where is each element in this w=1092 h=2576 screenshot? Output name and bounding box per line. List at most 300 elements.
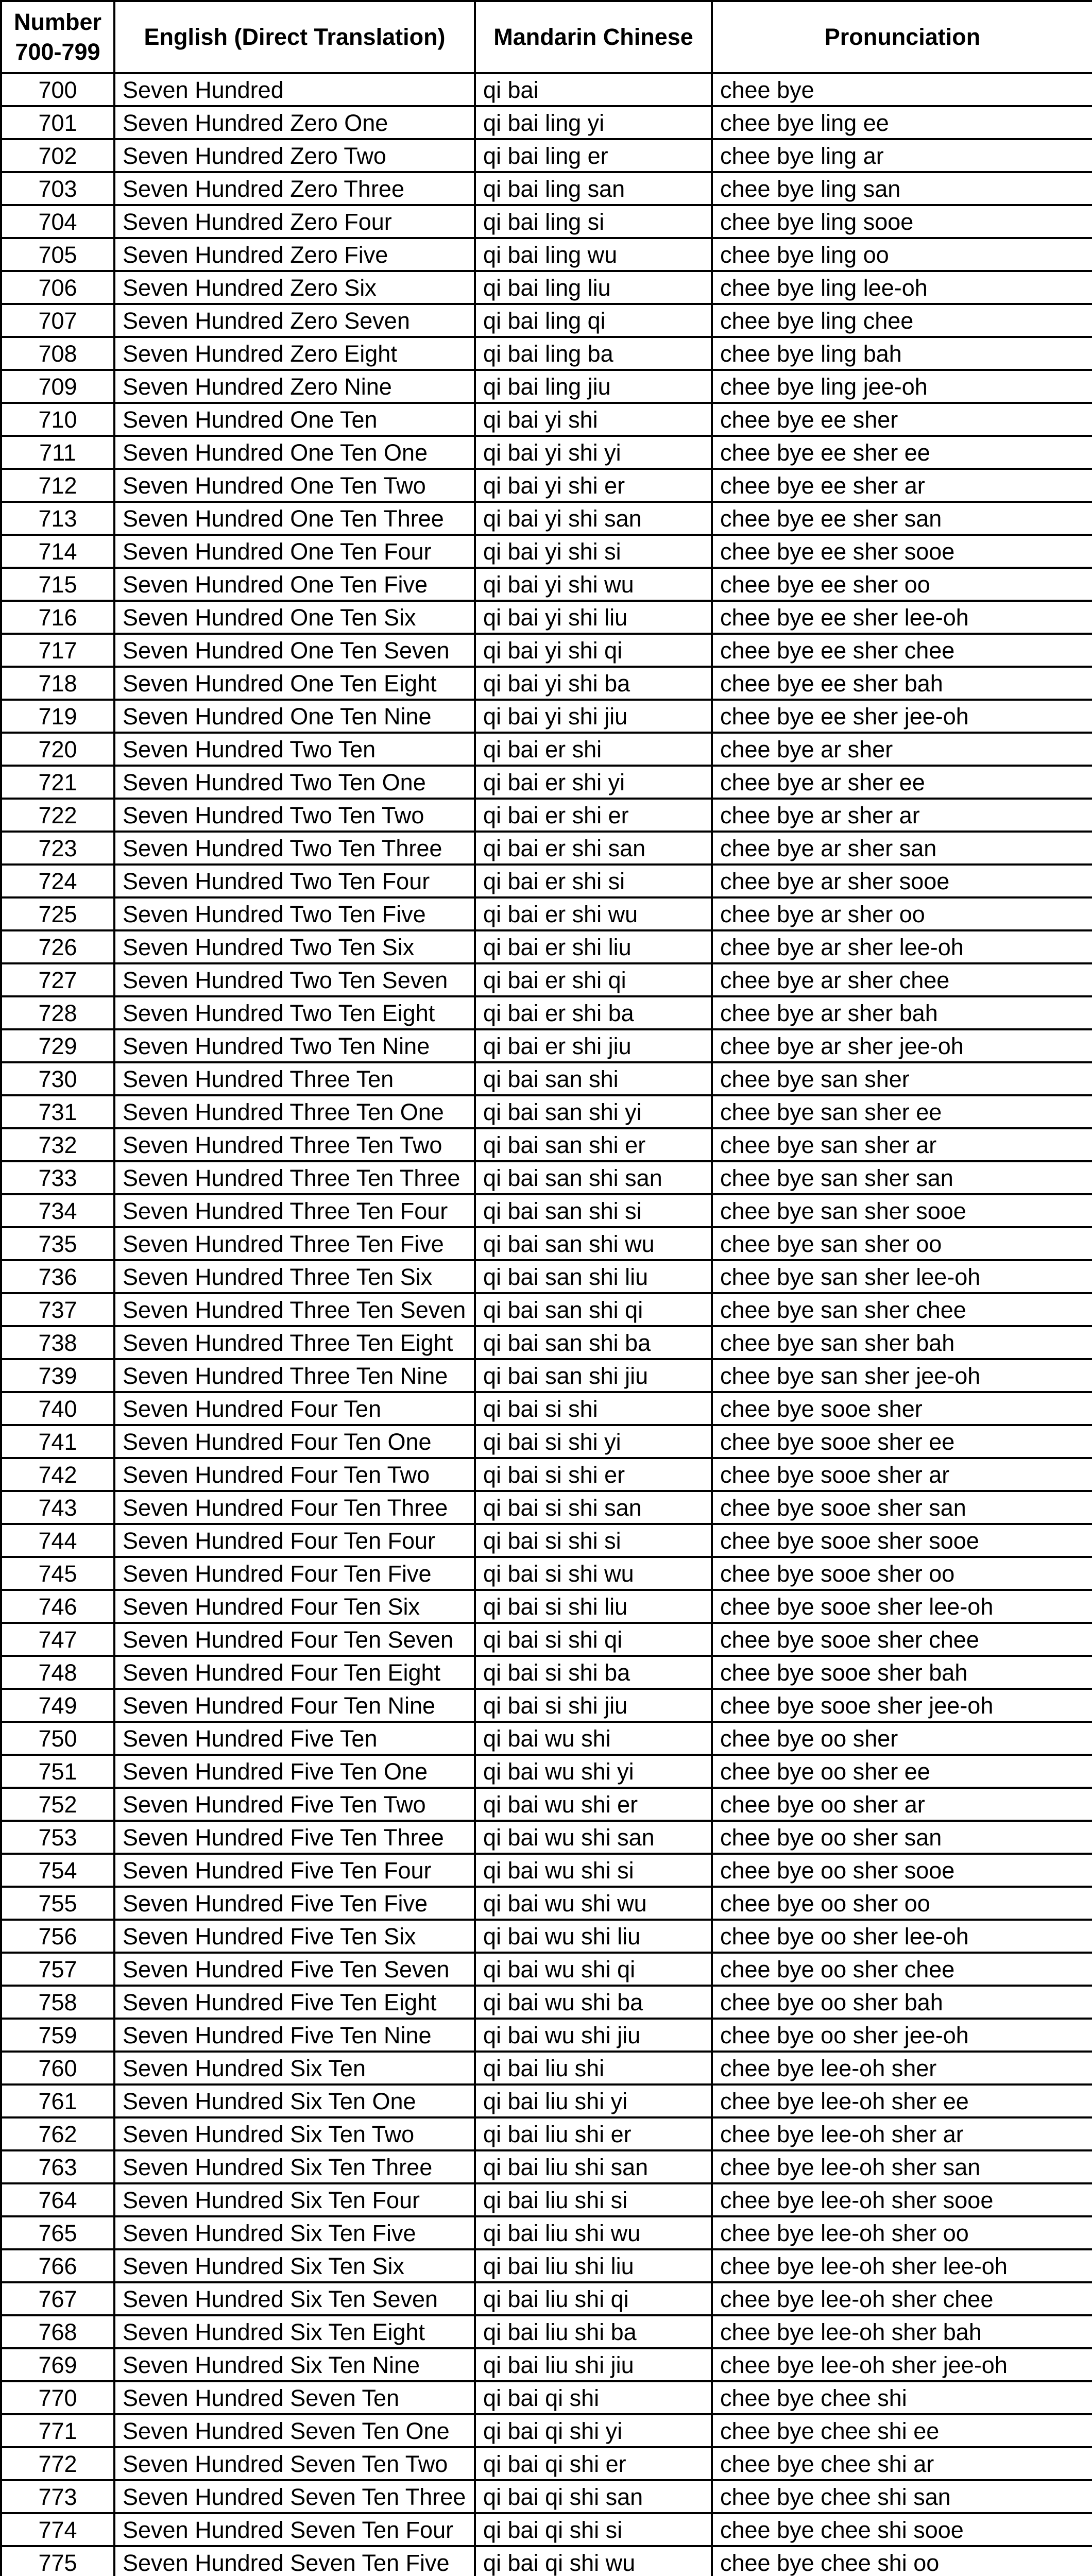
mandarin-cell: qi bai san shi san (475, 1161, 712, 1194)
english-cell: Seven Hundred Seven Ten One (114, 2414, 475, 2447)
mandarin-cell: qi bai si shi san (475, 1491, 712, 1524)
table-row (1, 1524, 1092, 1557)
number-cell: 741 (1, 1425, 114, 1458)
pronunciation-cell: chee bye oo sher lee-oh (712, 1920, 1092, 1953)
english-cell: Seven Hundred Zero Four (114, 205, 475, 238)
english-cell: Seven Hundred Six Ten Four (114, 2183, 475, 2216)
pronunciation-cell: chee bye lee-oh sher bah (712, 2315, 1092, 2348)
number-cell: 700 (1, 73, 114, 106)
table-row (1, 172, 1092, 205)
pronunciation-cell: chee bye ar sher (712, 733, 1092, 766)
number-cell: 775 (1, 2546, 114, 2576)
pronunciation-cell: chee bye ling jee-oh (712, 370, 1092, 403)
table-row (1, 1260, 1092, 1293)
table-row (1, 601, 1092, 634)
english-cell: Seven Hundred Five Ten Six (114, 1920, 475, 1953)
table-row (1, 1293, 1092, 1326)
table-row (1, 1062, 1092, 1095)
number-cell: 717 (1, 634, 114, 667)
table-row (1, 1095, 1092, 1128)
english-cell: Seven Hundred Six Ten Seven (114, 2282, 475, 2315)
mandarin-cell: qi bai er shi jiu (475, 1029, 712, 1062)
table-row (1, 1128, 1092, 1161)
mandarin-cell: qi bai wu shi jiu (475, 2019, 712, 2052)
number-cell: 752 (1, 1788, 114, 1821)
pronunciation-cell: chee bye chee shi (712, 2381, 1092, 2414)
pronunciation-cell: chee bye san sher oo (712, 1227, 1092, 1260)
table-row (1, 2183, 1092, 2216)
mandarin-cell: qi bai si shi er (475, 1458, 712, 1491)
table-row (1, 535, 1092, 568)
mandarin-cell: qi bai qi shi san (475, 2480, 712, 2513)
english-cell: Seven Hundred Seven Ten Three (114, 2480, 475, 2513)
mandarin-cell: qi bai yi shi er (475, 469, 712, 502)
number-cell: 763 (1, 2150, 114, 2183)
english-cell: Seven Hundred Four Ten One (114, 1425, 475, 1458)
pronunciation-cell: chee bye ar sher ar (712, 799, 1092, 832)
mandarin-cell: qi bai yi shi ba (475, 667, 712, 700)
english-cell: Seven Hundred Two Ten Nine (114, 1029, 475, 1062)
number-cell: 756 (1, 1920, 114, 1953)
mandarin-cell: qi bai qi shi (475, 2381, 712, 2414)
mandarin-cell: qi bai wu shi yi (475, 1755, 712, 1788)
mandarin-cell: qi bai si shi qi (475, 1623, 712, 1656)
pronunciation-cell: chee bye oo sher ar (712, 1788, 1092, 1821)
table-row (1, 865, 1092, 897)
table-row (1, 1491, 1092, 1524)
table-row (1, 370, 1092, 403)
table-row (1, 963, 1092, 996)
table-row (1, 667, 1092, 700)
number-cell: 706 (1, 271, 114, 304)
header-pronunciation: Pronunciation (712, 1, 1092, 73)
header-mandarin: Mandarin Chinese (475, 1, 712, 73)
english-cell: Seven Hundred Four Ten Seven (114, 1623, 475, 1656)
english-cell: Seven Hundred Two Ten (114, 733, 475, 766)
table-row (1, 436, 1092, 469)
table-row (1, 1590, 1092, 1623)
english-cell: Seven Hundred Zero Six (114, 271, 475, 304)
pronunciation-cell: chee bye san sher ar (712, 1128, 1092, 1161)
table-row (1, 1689, 1092, 1722)
number-cell: 715 (1, 568, 114, 601)
pronunciation-cell: chee bye ee sher jee-oh (712, 700, 1092, 733)
mandarin-cell: qi bai si shi jiu (475, 1689, 712, 1722)
mandarin-cell: qi bai yi shi si (475, 535, 712, 568)
english-cell: Seven Hundred Two Ten Seven (114, 963, 475, 996)
table-row (1, 271, 1092, 304)
header-row (1, 1, 1092, 73)
pronunciation-cell: chee bye lee-oh sher oo (712, 2216, 1092, 2249)
mandarin-cell: qi bai er shi qi (475, 963, 712, 996)
mandarin-cell: qi bai ling san (475, 172, 712, 205)
english-cell: Seven Hundred Four Ten Three (114, 1491, 475, 1524)
table-row (1, 1161, 1092, 1194)
number-cell: 770 (1, 2381, 114, 2414)
english-cell: Seven Hundred Three Ten Five (114, 1227, 475, 1260)
table-row (1, 799, 1092, 832)
number-cell: 740 (1, 1392, 114, 1425)
mandarin-cell: qi bai si shi ba (475, 1656, 712, 1689)
pronunciation-cell: chee bye ling sooe (712, 205, 1092, 238)
mandarin-cell: qi bai san shi qi (475, 1293, 712, 1326)
english-cell: Seven Hundred Zero Two (114, 139, 475, 172)
number-cell: 733 (1, 1161, 114, 1194)
mandarin-cell: qi bai wu shi qi (475, 1953, 712, 1986)
mandarin-cell: qi bai er shi (475, 733, 712, 766)
pronunciation-cell: chee bye ling chee (712, 304, 1092, 337)
mandarin-cell: qi bai liu shi (475, 2052, 712, 2084)
english-cell: Seven Hundred Four Ten Nine (114, 1689, 475, 1722)
mandarin-cell: qi bai ling er (475, 139, 712, 172)
mandarin-cell: qi bai liu shi jiu (475, 2348, 712, 2381)
english-cell: Seven Hundred Five Ten One (114, 1755, 475, 1788)
pronunciation-cell: chee bye lee-oh sher ee (712, 2084, 1092, 2117)
pronunciation-cell: chee bye ee sher (712, 403, 1092, 436)
table-row (1, 1359, 1092, 1392)
table-row (1, 2414, 1092, 2447)
english-cell: Seven Hundred (114, 73, 475, 106)
pronunciation-cell: chee bye chee shi ar (712, 2447, 1092, 2480)
table-row (1, 1656, 1092, 1689)
table-row (1, 2348, 1092, 2381)
mandarin-cell: qi bai yi shi san (475, 502, 712, 535)
english-cell: Seven Hundred Five Ten (114, 1722, 475, 1755)
table-row (1, 1953, 1092, 1986)
english-cell: Seven Hundred Three Ten Three (114, 1161, 475, 1194)
pronunciation-cell: chee bye lee-oh sher ar (712, 2117, 1092, 2150)
number-cell: 760 (1, 2052, 114, 2084)
mandarin-cell: qi bai er shi er (475, 799, 712, 832)
table-row (1, 2381, 1092, 2414)
english-cell: Seven Hundred Two Ten Three (114, 832, 475, 865)
number-cell: 722 (1, 799, 114, 832)
pronunciation-cell: chee bye san sher jee-oh (712, 1359, 1092, 1392)
mandarin-cell: qi bai ling wu (475, 238, 712, 271)
pronunciation-cell: chee bye ar sher san (712, 832, 1092, 865)
mandarin-cell: qi bai qi shi yi (475, 2414, 712, 2447)
english-cell: Seven Hundred Zero Five (114, 238, 475, 271)
mandarin-cell: qi bai er shi san (475, 832, 712, 865)
mandarin-cell: qi bai yi shi (475, 403, 712, 436)
mandarin-cell: qi bai wu shi er (475, 1788, 712, 1821)
english-cell: Seven Hundred Six Ten Nine (114, 2348, 475, 2381)
english-cell: Seven Hundred One Ten Seven (114, 634, 475, 667)
pronunciation-cell: chee bye ee sher bah (712, 667, 1092, 700)
number-cell: 705 (1, 238, 114, 271)
table-row (1, 897, 1092, 930)
table-row (1, 1392, 1092, 1425)
mandarin-cell: qi bai yi shi yi (475, 436, 712, 469)
table-row (1, 766, 1092, 799)
number-cell: 721 (1, 766, 114, 799)
number-cell: 714 (1, 535, 114, 568)
english-cell: Seven Hundred Seven Ten Four (114, 2513, 475, 2546)
number-cell: 755 (1, 1887, 114, 1920)
number-cell: 702 (1, 139, 114, 172)
mandarin-cell: qi bai liu shi si (475, 2183, 712, 2216)
english-cell: Seven Hundred Five Ten Three (114, 1821, 475, 1854)
english-cell: Seven Hundred Six Ten Three (114, 2150, 475, 2183)
pronunciation-cell: chee bye oo sher bah (712, 1986, 1092, 2019)
english-cell: Seven Hundred Three Ten Seven (114, 1293, 475, 1326)
pronunciation-cell: chee bye sooe sher (712, 1392, 1092, 1425)
mandarin-cell: qi bai er shi liu (475, 930, 712, 963)
pronunciation-cell: chee bye oo sher chee (712, 1953, 1092, 1986)
english-cell: Seven Hundred Two Ten Six (114, 930, 475, 963)
pronunciation-cell: chee bye ling lee-oh (712, 271, 1092, 304)
pronunciation-cell: chee bye oo sher (712, 1722, 1092, 1755)
english-cell: Seven Hundred Two Ten Five (114, 897, 475, 930)
table-row (1, 700, 1092, 733)
pronunciation-cell: chee bye lee-oh sher lee-oh (712, 2249, 1092, 2282)
number-cell: 745 (1, 1557, 114, 1590)
mandarin-cell: qi bai liu shi ba (475, 2315, 712, 2348)
mandarin-cell: qi bai (475, 73, 712, 106)
mandarin-cell: qi bai liu shi liu (475, 2249, 712, 2282)
pronunciation-cell: chee bye ar sher sooe (712, 865, 1092, 897)
mandarin-cell: qi bai si shi si (475, 1524, 712, 1557)
english-cell: Seven Hundred One Ten Four (114, 535, 475, 568)
english-cell: Seven Hundred Two Ten Eight (114, 996, 475, 1029)
table-row (1, 2150, 1092, 2183)
number-cell: 708 (1, 337, 114, 370)
table-row (1, 1854, 1092, 1887)
english-cell: Seven Hundred Two Ten One (114, 766, 475, 799)
number-cell: 744 (1, 1524, 114, 1557)
pronunciation-cell: chee bye ling ar (712, 139, 1092, 172)
table-body (1, 73, 1092, 2576)
english-cell: Seven Hundred Six Ten Six (114, 2249, 475, 2282)
mandarin-cell: qi bai san shi yi (475, 1095, 712, 1128)
number-cell: 759 (1, 2019, 114, 2052)
english-cell: Seven Hundred Zero Eight (114, 337, 475, 370)
mandarin-cell: qi bai wu shi san (475, 1821, 712, 1854)
table-row (1, 304, 1092, 337)
mandarin-cell: qi bai san shi si (475, 1194, 712, 1227)
mandarin-cell: qi bai san shi ba (475, 1326, 712, 1359)
mandarin-cell: qi bai san shi er (475, 1128, 712, 1161)
table-row (1, 568, 1092, 601)
number-cell: 742 (1, 1458, 114, 1491)
english-cell: Seven Hundred Three Ten Six (114, 1260, 475, 1293)
english-cell: Seven Hundred Five Ten Five (114, 1887, 475, 1920)
mandarin-cell: qi bai er shi si (475, 865, 712, 897)
header-number-range: 700-799 (15, 39, 100, 65)
number-cell: 735 (1, 1227, 114, 1260)
number-cell: 730 (1, 1062, 114, 1095)
table-row (1, 2117, 1092, 2150)
header-english: English (Direct Translation) (114, 1, 475, 73)
number-cell: 724 (1, 865, 114, 897)
english-cell: Seven Hundred Seven Ten Two (114, 2447, 475, 2480)
english-cell: Seven Hundred Five Ten Seven (114, 1953, 475, 1986)
table-row (1, 73, 1092, 106)
mandarin-cell: qi bai wu shi liu (475, 1920, 712, 1953)
number-cell: 701 (1, 106, 114, 139)
mandarin-cell: qi bai yi shi qi (475, 634, 712, 667)
table-row (1, 2546, 1092, 2576)
pronunciation-cell: chee bye ar sher oo (712, 897, 1092, 930)
english-cell: Seven Hundred Five Ten Nine (114, 2019, 475, 2052)
table-row (1, 337, 1092, 370)
english-cell: Seven Hundred One Ten Two (114, 469, 475, 502)
number-cell: 707 (1, 304, 114, 337)
number-cell: 720 (1, 733, 114, 766)
number-cell: 769 (1, 2348, 114, 2381)
table-row (1, 502, 1092, 535)
mandarin-cell: qi bai wu shi (475, 1722, 712, 1755)
mandarin-cell: qi bai si shi liu (475, 1590, 712, 1623)
table-row (1, 139, 1092, 172)
mandarin-cell: qi bai san shi liu (475, 1260, 712, 1293)
english-cell: Seven Hundred Four Ten Two (114, 1458, 475, 1491)
pronunciation-cell: chee bye san sher lee-oh (712, 1260, 1092, 1293)
english-cell: Seven Hundred One Ten Nine (114, 700, 475, 733)
number-cell: 738 (1, 1326, 114, 1359)
number-cell: 749 (1, 1689, 114, 1722)
english-cell: Seven Hundred Three Ten One (114, 1095, 475, 1128)
english-cell: Seven Hundred One Ten Eight (114, 667, 475, 700)
number-cell: 771 (1, 2414, 114, 2447)
table-row (1, 996, 1092, 1029)
number-cell: 746 (1, 1590, 114, 1623)
pronunciation-cell: chee bye sooe sher ar (712, 1458, 1092, 1491)
pronunciation-cell: chee bye oo sher ee (712, 1755, 1092, 1788)
table-row (1, 733, 1092, 766)
english-cell: Seven Hundred Six Ten Eight (114, 2315, 475, 2348)
number-cell: 732 (1, 1128, 114, 1161)
pronunciation-cell: chee bye san sher chee (712, 1293, 1092, 1326)
number-cell: 767 (1, 2282, 114, 2315)
mandarin-cell: qi bai ling liu (475, 271, 712, 304)
pronunciation-cell: chee bye ar sher bah (712, 996, 1092, 1029)
table-row (1, 238, 1092, 271)
table-row (1, 1227, 1092, 1260)
mandarin-cell: qi bai qi shi si (475, 2513, 712, 2546)
mandarin-cell: qi bai ling ba (475, 337, 712, 370)
table-row (1, 1821, 1092, 1854)
pronunciation-cell: chee bye san sher (712, 1062, 1092, 1095)
number-cell: 710 (1, 403, 114, 436)
mandarin-cell: qi bai wu shi wu (475, 1887, 712, 1920)
table-row (1, 1458, 1092, 1491)
pronunciation-cell: chee bye ee sher san (712, 502, 1092, 535)
number-cell: 753 (1, 1821, 114, 1854)
pronunciation-cell: chee bye sooe sher sooe (712, 1524, 1092, 1557)
mandarin-cell: qi bai liu shi qi (475, 2282, 712, 2315)
pronunciation-cell: chee bye sooe sher san (712, 1491, 1092, 1524)
number-cell: 768 (1, 2315, 114, 2348)
pronunciation-cell: chee bye sooe sher chee (712, 1623, 1092, 1656)
pronunciation-cell: chee bye lee-oh sher san (712, 2150, 1092, 2183)
number-cell: 731 (1, 1095, 114, 1128)
table-row (1, 1755, 1092, 1788)
pronunciation-cell: chee bye (712, 73, 1092, 106)
table-row (1, 1029, 1092, 1062)
english-cell: Seven Hundred Seven Ten Five (114, 2546, 475, 2576)
mandarin-cell: qi bai san shi (475, 1062, 712, 1095)
english-cell: Seven Hundred Seven Ten (114, 2381, 475, 2414)
number-cell: 766 (1, 2249, 114, 2282)
number-cell: 719 (1, 700, 114, 733)
pronunciation-cell: chee bye san sher san (712, 1161, 1092, 1194)
table-row (1, 1722, 1092, 1755)
table-row (1, 2282, 1092, 2315)
table-row (1, 403, 1092, 436)
mandarin-cell: qi bai liu shi yi (475, 2084, 712, 2117)
number-cell: 734 (1, 1194, 114, 1227)
mandarin-cell: qi bai qi shi er (475, 2447, 712, 2480)
pronunciation-cell: chee bye lee-oh sher (712, 2052, 1092, 2084)
number-cell: 762 (1, 2117, 114, 2150)
english-cell: Seven Hundred Zero Three (114, 172, 475, 205)
mandarin-cell: qi bai yi shi wu (475, 568, 712, 601)
mandarin-cell: qi bai san shi jiu (475, 1359, 712, 1392)
table-row (1, 2480, 1092, 2513)
number-cell: 754 (1, 1854, 114, 1887)
english-cell: Seven Hundred Three Ten Two (114, 1128, 475, 1161)
table-row (1, 1326, 1092, 1359)
pronunciation-cell: chee bye lee-oh sher jee-oh (712, 2348, 1092, 2381)
number-cell: 757 (1, 1953, 114, 1986)
english-cell: Seven Hundred One Ten Five (114, 568, 475, 601)
number-cell: 750 (1, 1722, 114, 1755)
english-cell: Seven Hundred One Ten One (114, 436, 475, 469)
pronunciation-cell: chee bye ee sher oo (712, 568, 1092, 601)
pronunciation-cell: chee bye ee sher sooe (712, 535, 1092, 568)
english-cell: Seven Hundred Six Ten Two (114, 2117, 475, 2150)
pronunciation-cell: chee bye lee-oh sher sooe (712, 2183, 1092, 2216)
pronunciation-cell: chee bye ling san (712, 172, 1092, 205)
english-cell: Seven Hundred Zero Nine (114, 370, 475, 403)
number-cell: 748 (1, 1656, 114, 1689)
pronunciation-cell: chee bye sooe sher lee-oh (712, 1590, 1092, 1623)
mandarin-cell: qi bai liu shi wu (475, 2216, 712, 2249)
mandarin-cell: qi bai wu shi ba (475, 1986, 712, 2019)
english-cell: Seven Hundred Three Ten Nine (114, 1359, 475, 1392)
pronunciation-cell: chee bye oo sher jee-oh (712, 2019, 1092, 2052)
pronunciation-cell: chee bye san sher bah (712, 1326, 1092, 1359)
header-number-label: Number (13, 8, 102, 35)
number-cell: 764 (1, 2183, 114, 2216)
pronunciation-cell: chee bye sooe sher ee (712, 1425, 1092, 1458)
mandarin-cell: qi bai wu shi si (475, 1854, 712, 1887)
pronunciation-cell: chee bye chee shi ee (712, 2414, 1092, 2447)
pronunciation-cell: chee bye ar sher jee-oh (712, 1029, 1092, 1062)
english-cell: Seven Hundred Zero Seven (114, 304, 475, 337)
table-row (1, 1986, 1092, 2019)
english-cell: Seven Hundred Three Ten Eight (114, 1326, 475, 1359)
english-cell: Seven Hundred One Ten Six (114, 601, 475, 634)
pronunciation-cell: chee bye san sher sooe (712, 1194, 1092, 1227)
table-row (1, 2249, 1092, 2282)
mandarin-cell: qi bai liu shi san (475, 2150, 712, 2183)
mandarin-cell: qi bai er shi yi (475, 766, 712, 799)
table-row (1, 1623, 1092, 1656)
english-cell: Seven Hundred Four Ten Six (114, 1590, 475, 1623)
table-row (1, 205, 1092, 238)
english-cell: Seven Hundred Four Ten Five (114, 1557, 475, 1590)
pronunciation-cell: chee bye chee shi san (712, 2480, 1092, 2513)
number-cell: 712 (1, 469, 114, 502)
english-cell: Seven Hundred Four Ten Eight (114, 1656, 475, 1689)
number-cell: 743 (1, 1491, 114, 1524)
pronunciation-cell: chee bye ee sher lee-oh (712, 601, 1092, 634)
table-row (1, 832, 1092, 865)
mandarin-cell: qi bai liu shi er (475, 2117, 712, 2150)
pronunciation-cell: chee bye ar sher lee-oh (712, 930, 1092, 963)
